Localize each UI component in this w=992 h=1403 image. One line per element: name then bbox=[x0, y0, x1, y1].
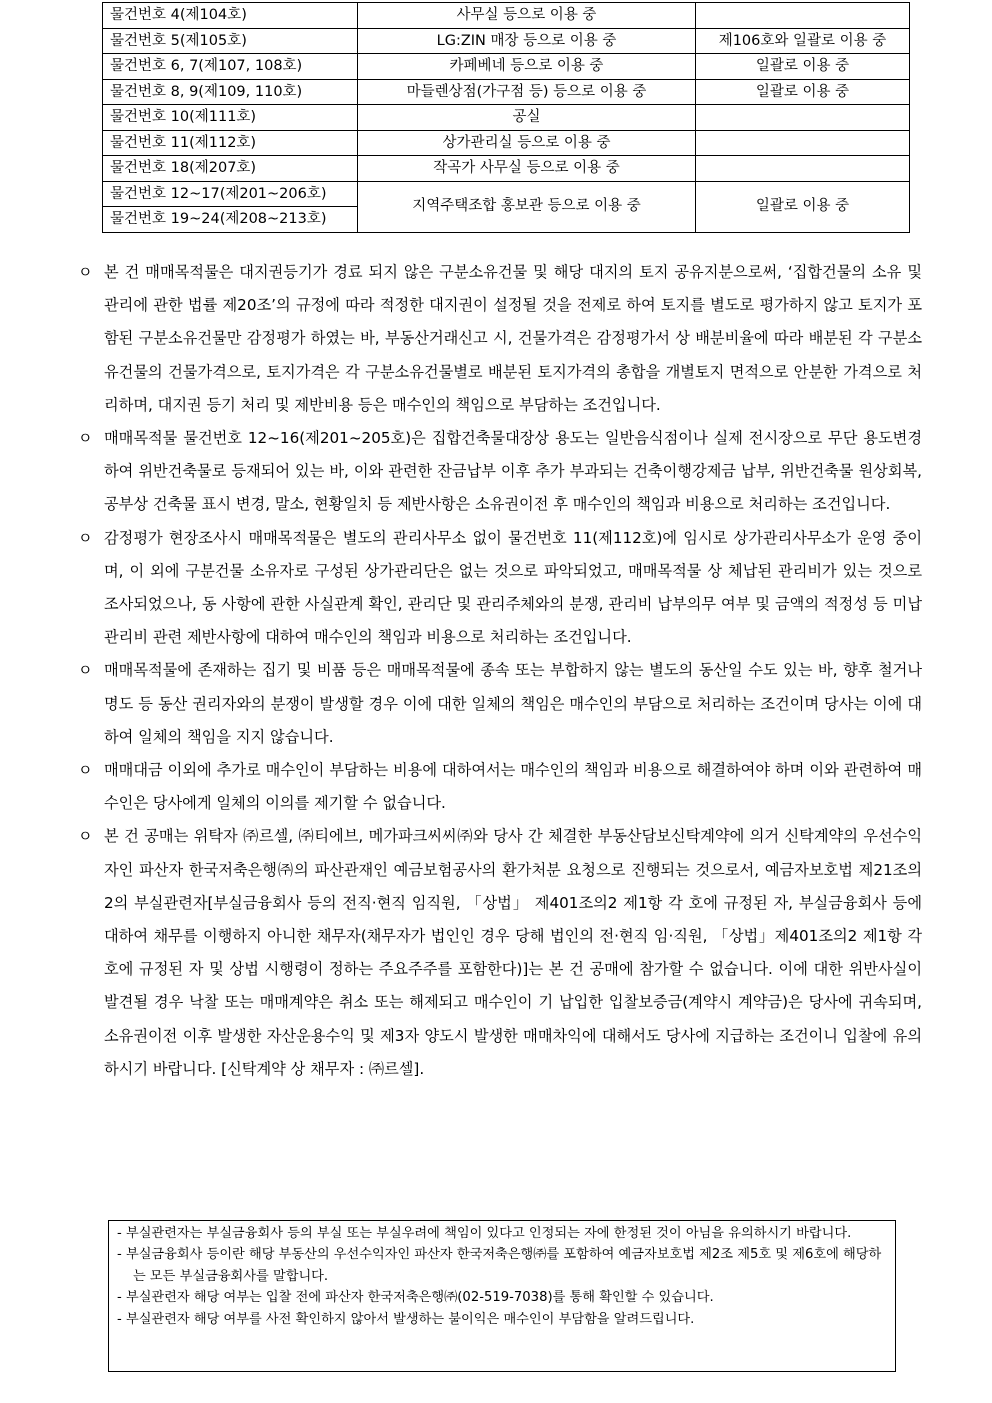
item-cell: 물건번호 12~17(제201~206호) bbox=[103, 181, 358, 207]
usage-cell: 작곡가 사무실 등으로 이용 중 bbox=[358, 156, 696, 182]
property-usage-table bbox=[102, 2, 910, 233]
conditions-list bbox=[78, 256, 922, 1086]
bullet-marker: ㅇ bbox=[78, 661, 93, 680]
note-cell bbox=[696, 105, 910, 131]
condition-text: 매매목적물 물건번호 12~16(제201~205호)은 집합건축물대장상 용도는 일반음식점이나 실제 전시장으로 무단 용도변경하여 위반건축물로 등재되어 있는 바, 이와 관련한 잔금납부 이후 추가 부과되는 건축이행강제금 납부, 위반건축물 원상회복, 공부상 건축물 표시 변경, 말소, 현황일치 등 제반사항은 소유권이전 후 매수인의 책임과 비용으로 처리하는 조건입니다. bbox=[104, 429, 922, 514]
table-row bbox=[103, 130, 910, 156]
condition-item bbox=[78, 820, 922, 1086]
usage-cell: 상가관리실 등으로 이용 중 bbox=[358, 130, 696, 156]
bullet-marker: ㅇ bbox=[78, 263, 93, 281]
condition-item bbox=[78, 754, 922, 820]
condition-item bbox=[78, 654, 922, 754]
note-cell bbox=[696, 3, 910, 29]
condition-text: 본 건 매매목적물은 대지권등기가 경료 되지 않은 구분소유건물 및 해당 대지의 토지 공유지분으로써, ‘집합건물의 소유 및 관리에 관한 법률 제20조’의 규정에 따라 적정한 대지권이 설정될 것을 전제로 하여 토지를 별도로 평가하지 않고 토지가 포함된 구분소유건물만 감정평가 하였는 바, 부동산거래신고 시, 건물가격은 감정평가서 상 배분비율에 따라 배분된 각 구분소유건물의 건물가격으로, 토지가격은 각 구분소유건물별로 배분된 토지가격의 총합을 개별토지 면적으로 안분한 가격으로 처리하며, 대지권 등기 처리 및 제반비용 등은 매수인의 책임으로 부담하는 조건입니다. bbox=[104, 263, 922, 414]
bullet-marker: ㅇ bbox=[78, 827, 93, 846]
table-row bbox=[103, 156, 910, 182]
notice-line: - 부실관련자 해당 여부를 사전 확인하지 않아서 발생하는 불이익은 매수인이 부담함을 알려드립니다. bbox=[117, 1311, 695, 1327]
item-cell: 물건번호 19~24(제208~213호) bbox=[103, 207, 358, 233]
bullet-marker: ㅇ bbox=[78, 429, 93, 448]
bullet-marker: ㅇ bbox=[78, 528, 93, 547]
condition-text: 감정평가 현장조사시 매매목적물은 별도의 관리사무소 없이 물건번호 11(제112호)에 임시로 상가관리사무소가 운영 중이며, 이 외에 구분건물 소유자로 구성된 상가관리단은 없는 것으로 파악되었고, 매매목적물 상 체납된 관리비가 있는 것으로 조사되었으나, 동 사항에 관한 사실관계 확인, 관리단 및 관리주체와의 분쟁, 관리비 납부의무 여부 및 금액의 적정성 등 미납관리비 관련 제반사항에 대하여 매수인의 책임과 비용으로 처리하는 조건입니다. bbox=[104, 528, 922, 647]
note-cell: 일괄로 이용 중 bbox=[696, 54, 910, 80]
condition-text: 본 건 공매는 위탁자 ㈜르셀, ㈜티에브, 메가파크씨씨㈜와 당사 간 체결한 부동산담보신탁계약에 의거 신탁계약의 우선수익자인 파산자 한국저축은행㈜의 파산관재인 예금보험공사의 환가처분 요청으로 진행되는 것으로서, 예금자보호법 제21조의 2의 부실관련자[부실금융회사 등의 전직·현직 임직원, 「상법」 제401조의2 제1항 각 호에 규정된 자, 부실금융회사 등에 대하여 채무를 이행하지 아니한 채무자(채무자가 법인인 경우 당해 법인의 전·현직 임·직원, 「상법」제401조의2 제1항 각 호에 규정된 자 및 상법 시행령이 정하는 주요주주를 포함한다)]는 본 건 공매에 참가할 수 없습니다. 이에 대한 위반사실이 발견될 경우 낙찰 또는 매매계약은 취소 또는 해제되고 매수인이 기 납입한 입찰보증금(계약시 계약금)은 당사에 귀속되며, 소유권이전 이후 발생한 자산운용수익 및 제3자 양도시 발생한 매매차익에 대해서도 당사에 지급하는 조건이니 입찰에 유의하시기 바랍니다. [신탁계약 상 채무자 : ㈜르셀]. bbox=[104, 827, 922, 1078]
note-cell-merged: 일괄로 이용 중 bbox=[696, 181, 910, 232]
notice-line: - 부실금융회사 등이란 해당 부동산의 우선수익자인 파산자 한국저축은행㈜를 포함하여 예금자보호법 제2조 제5호 및 제6호에 해당하는 모든 부실금융회사를 말합니다. bbox=[117, 1247, 882, 1284]
table-row bbox=[103, 181, 910, 207]
item-cell: 물건번호 18(제207호) bbox=[103, 156, 358, 182]
notice-line: - 부실관련자 해당 여부는 입찰 전에 파산자 한국저축은행㈜(02-519-7038)를 통해 확인할 수 있습니다. bbox=[117, 1290, 714, 1306]
table-row bbox=[103, 105, 910, 131]
usage-cell: 사무실 등으로 이용 중 bbox=[358, 3, 696, 29]
note-cell bbox=[696, 156, 910, 182]
notice-line: - 부실관련자는 부실금융회사 등의 부실 또는 부실우려에 책임이 있다고 인정되는 자에 한정된 것이 아님을 유의하시기 바랍니다. bbox=[117, 1226, 852, 1241]
item-cell: 물건번호 10(제111호) bbox=[103, 105, 358, 131]
note-cell: 일괄로 이용 중 bbox=[696, 79, 910, 105]
condition-item bbox=[78, 256, 922, 422]
condition-text: 매매대금 이외에 추가로 매수인이 부담하는 비용에 대하여서는 매수인의 책임과 비용으로 해결하여야 하며 이와 관련하여 매수인은 당사에게 일체의 이의를 제기할 수 없습니다. bbox=[104, 761, 922, 813]
table-row bbox=[103, 79, 910, 105]
condition-item bbox=[78, 422, 922, 522]
item-cell: 물건번호 4(제104호) bbox=[103, 3, 358, 29]
condition-item bbox=[78, 522, 922, 655]
table-row bbox=[103, 28, 910, 54]
item-cell: 물건번호 5(제105호) bbox=[103, 28, 358, 54]
usage-cell: 마들렌상점(가구점 등) 등으로 이용 중 bbox=[358, 79, 696, 105]
usage-cell: LG:ZIN 매장 등으로 이용 중 bbox=[358, 28, 696, 54]
item-cell: 물건번호 8, 9(제109, 110호) bbox=[103, 79, 358, 105]
related-party-notice-box bbox=[108, 1220, 896, 1372]
note-cell bbox=[696, 130, 910, 156]
note-cell: 제106호와 일괄로 이용 중 bbox=[696, 28, 910, 54]
table-row bbox=[103, 3, 910, 29]
usage-cell-merged: 지역주택조합 홍보관 등으로 이용 중 bbox=[358, 181, 696, 232]
usage-cell: 카페베네 등으로 이용 중 bbox=[358, 54, 696, 80]
table-row bbox=[103, 54, 910, 80]
item-cell: 물건번호 6, 7(제107, 108호) bbox=[103, 54, 358, 80]
usage-cell: 공실 bbox=[358, 105, 696, 131]
bullet-marker: ㅇ bbox=[78, 761, 93, 780]
item-cell: 물건번호 11(제112호) bbox=[103, 130, 358, 156]
condition-text: 매매목적물에 존재하는 집기 및 비품 등은 매매목적물에 종속 또는 부합하지 않는 별도의 동산일 수도 있는 바, 향후 철거나 명도 등 동산 권리자와의 분쟁이 발생할 경우 이에 대한 일체의 책임은 매수인의 부담으로 처리하는 조건이며 당사는 이에 대하여 일체의 책임을 지지 않습니다. bbox=[104, 661, 922, 746]
